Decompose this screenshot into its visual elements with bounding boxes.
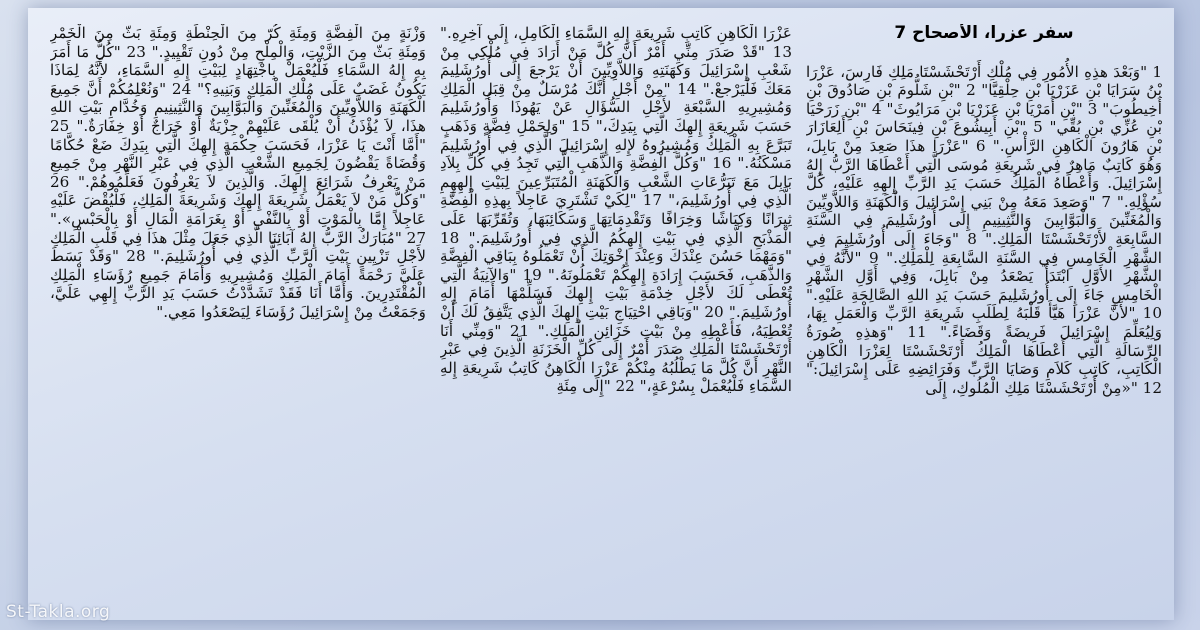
column-text-left: وَزْنَةٍ مِنَ الْفِضَّةِ وَمِئَةِ كُرّ مِنَ الْحِنْطَةِ وَمِئَةِ بَثّ مِنَ الْخَمْرِ وَمِئَةِ بَثّ مِنَ الزَّيْتِ، وَالْمِلْحِ مِنْ دُونِ تَقْيِيدٍ." 23 "كُلُّ مَا أَمَرَ بِهِ إِلهُ السَّمَاءِ فَلْيُعْمَلْ بِاجْتِهَادٍ لِبَيْتِ إِلهِ السَّمَاءِ، لأَنَّهُ لِمَاذَا يَكُونُ غَضَبٌ عَلَى مُلْكِ الْمَلِكِ وَبَنِيهِ؟" 24 "وَنُعْلِمُكُمْ أَنَّ جَمِيعَ الْكَهَنَةِ وَاللاَّوِيِّينَ وَالْمُغَنِّينَ وَالْبَوَّابِينَ وَالنَّثِينِيمِ وَخُدَّامِ بَيْتِ اللهِ هذَا، لاَ يُؤْذَنُ أَنْ يُلْقَى عَلَيْهِمْ جِزْيَةٌ أَوْ خَرَاجٌ أَوْ خِفَارَةٌ." 25 "أَمَّا أَنْتَ يَا عَزْرَا، فَحَسَبَ حِكْمَةِ إِلهِكَ الَّتِي بِيَدِكَ ضَعْ حُكَّامًا وَقُضَاةً يَقْضُونَ لِجَمِيعِ الشَّعْبِ الَّذِي فِي عَبْرِ النَّهْرِ مِنْ جَمِيعِ مَنْ يَعْرِفُ شَرَائِعَ إِلهِكَ. وَالَّذِينَ لاَ يَعْرِفُونَ فَعَلِّمُوهُمْ." 26 "وَكُلُّ مَنْ لاَ يَعْمَلُ شَرِيعَةَ إِلهِكَ وَشَرِيعَةَ الْمَلِكِ، فَلْيُقْضَ عَلَيْهِ عَاجِلاً إِمَّا بِالْمَوْتِ أَوْ بِالنَّفْيِ أَوْ بِغَرَامَةِ الْمَالِ أَوْ بِالْحَبْسِ»." 27 "مُبَارَكٌ الرَّبُّ إِلهُ آبَائِنَا الَّذِي جَعَلَ مِثْلَ هذَا فِي قَلْبِ الْمَلِكِ لأَجْلِ تَزْيِينِ بَيْتِ الرَّبِّ الَّذِي فِي أُورُشَلِيمَ." 28 "وَقَدْ بَسَطَ عَلَيَّ رَحْمَةً أَمَامَ الْمَلِكِ وَمُشِيرِيهِ وَأَمَامَ جَمِيعِ رُؤَسَاءِ الْمَلِكِ الْمُقْتَدِرِينَ. وَأَمَّا أَنَا فَقَدْ تَشَدَّدْتُ حَسَبَ يَدِ الرَّبِّ إِلهِي عَلَيَّ، وَجَمَعْتُ مِنْ إِسْرَائِيلَ رُؤَسَاءَ لِيَصْعَدُوا مَعِي."	[50, 24, 426, 321]
text-column-right	[806, 24, 1162, 610]
column-text-middle: عَزْرَا الْكَاهِنِ كَاتِبِ شَرِيعَةِ إِلهِ السَّمَاءِ الْكَامِلِ، إِلَى آخِرِهِ." 13 "قَدْ صَدَرَ مِنِّي أَمْرٌ أَنَّ كُلَّ مَنْ أَرَادَ فِي مُلْكِي مِنْ شَعْبِ إِسْرَائِيلَ وَكَهَنَتِهِ وَاللاَّوِيِّينَ أَنْ يَرْجعَ إِلَى أُورُشَلِيمَ مَعَكَ فَلْيَرْجعْ." 14 "مِنْ أَجْلِ أَنَّكَ مُرْسَلٌ مِنْ قِبَلِ الْمَلِكِ وَمُشِيرِيهِ السَّبْعَةِ لأَجْلِ السُّؤَالِ عَنْ يَهُوذَا وَأُورُشَلِيمَ حَسَبَ شَرِيعَةِ إِلهِكَ الَّتِي بِيَدِكَ،" 15 "وَلِحَمْلِ فِضَّةٍ وَذَهَبٍ تَبَرَّعَ بِهِ الْمَلِكُ وَمُشِيرُوهُ لإِلهِ إِسْرَائِيلَ الَّذِي فِي أُورُشَلِيمَ مَسْكَنُهُ." 16 "وَكُلَّ الْفِضَّةِ وَالذَّهَبِ الَّتِي تَجِدُ فِي كُلِّ بِلاَدِ بَابِلَ مَعَ تَبَرُّعَاتِ الشَّعْبِ وَالْكَهَنَةِ الْمُتَبَرِّعِينَ لِبَيْتِ إِلهِهِمِ الَّذِي فِي أُورُشَلِيمَ،" 17 "لِكَيْ تَشْتَرِيَ عَاجِلاً بِهذِهِ الْفِضَّةِ ثِيرَانًا وَكِبَاشًا وَخِرَافًا وَتَقْدِمَاتِهَا وَسَكَائِبَهَا، وَتُقَرِّبَهَا عَلَى الْمَذْبَحِ الَّذِي فِي بَيْتِ إِلهِكُمُ الَّذِي فِي أُورُشَلِيمَ." 18 "وَمَهْمَا حَسُنَ عِنْدَكَ وَعِنْدَ إِخْوَتِكَ أَنْ تَعْمَلُوهُ بِبَاقِي الْفِضَّةِ وَالذَّهَبِ، فَحَسَبَ إِرَادَةِ إِلهِكُمْ تَعْمَلُونَهُ." 19 "وَالآنِيَةُ الَّتِي تُعْطَى لَكَ لأَجْلِ خِدْمَةِ بَيْتِ إِلهِكَ فَسَلِّمْهَا أَمَامَ إِلهِ أُورُشَلِيمَ." 20 "وَبَاقِي احْتِيَاجِ بَيْتِ إِلهِكَ الَّذِي يَتَّفِقُ لَكَ أَنْ تُعْطِيَهُ، فَأَعْطِهِ مِنْ بَيْتِ خَزَائِنِ الْمَلِكِ." 21 "وَمِنِّي أَنَا أَرْتَحْشَسْتَا الْمَلِكِ صَدَرَ أَمْرٌ إِلَى كُلِّ الْخَزَنَةِ الَّذِينَ فِي عَبْرِ النَّهْرِ أَنَّ كُلَّ مَا يَطْلُبُهُ مِنْكُمْ عَزْرَا الْكَاهِنُ كَاتِبُ شَرِيعَةِ إِلهِ السَّمَاءِ فَلْيُعْمَلْ بِسُرْعَةٍ،" 22 "إِلَى مِئَةِ	[440, 24, 792, 396]
watermark: St-Takla.org	[6, 602, 111, 622]
page-title: سفر عزرا، الأصحاح 7	[894, 24, 1074, 43]
page-frame	[28, 8, 1174, 620]
column-text-right: 1 "وَبَعْدَ هذِهِ الأُمُورِ فِي مُلْكِ أَرْتَحْشَسْتَا مَلِكِ فَارِسَ، عَزْرَا بْنُ سَرَايَا بْنِ عَزَرْيَا بْنِ حِلْقِيَّا" 2 "بْنِ شَلُّومَ بْنِ صَادُوقَ بْنِ أَخِيطُوبَ" 3 "بْنِ أَمَرْيَا بْنِ عَزَرْيَا بْنِ مَرَايُوثَ" 4 "بْنِ زَرَحْيَا بْنِ عُزِّي بْنِ بُقِّي" 5 "بْنِ أَبِيشُوعَ بْنِ فِينَحَاسَ بْنِ أَلِعَازَارَ بْنِ هَارُونَ الْكَاهِنِ الرَّأْسِ." 6 "عَزْرَا هذَا صَعِدَ مِنْ بَابِلَ، وَهُوَ كَاتِبٌ مَاهِرٌ فِي شَرِيعَةِ مُوسَى الَّتِي أَعْطَاهَا الرَّبُّ إِلهُ إِسْرَائِيلَ. وَأَعْطَاهُ الْمَلِكُ حَسَبَ يَدِ الرَّبِّ إِلهِهِ عَلَيْهِ، كُلَّ سُؤْلِهِ." 7 "وَصَعِدَ مَعَهُ مِنْ بَنِي إِسْرَائِيلَ وَالْكَهَنَةِ وَاللاَّوِيِّينَ وَالْمُغَنِّينَ وَالْبَوَّابِينَ وَالنَّثِينِيمِ إِلَى أُورُشَلِيمَ فِي السَّنَةِ السَّابِعَةِ لأَرْتَحْشَسْتَا الْمَلِكِ." 8 "وَجَاءَ إِلَى أُورُشَلِيمَ فِي الشَّهْرِ الْخَامِسِ فِي السَّنَةِ السَّابِعَةِ لِلْمَلِكِ." 9 "لأَنَّهُ فِي الشَّهْرِ الأَوَّلِ ابْتَدَأَ يَصْعَدُ مِنْ بَابِلَ، وَفِي أَوَّلِ الشَّهْرِ الْخَامِسِ جَاءَ إِلَى أُورُشَلِيمَ حَسَبَ يَدِ اللهِ الصَّالِحَةِ عَلَيْهِ." 10 "لأَنَّ عَزْرَا هَيَّأَ قَلْبَهُ لِطَلَبِ شَرِيعَةِ الرَّبِّ وَالْعَمَلِ بِهَا، وَلِيُعَلِّمَ إِسْرَائِيلَ فَرِيضَةً وَقَضَاءً." 11 "وَهذِهِ صُورَةُ الرِّسَالَةِ الَّتِي أَعْطَاهَا الْمَلِكُ أَرْتَحْشَسْتَا لِعَزْرَا الْكَاهِنِ الْكَاتِبِ، كَاتِبِ كَلاَمِ وَصَايَا الرَّبِّ وَفَرَائِضِهِ عَلَى إِسْرَائِيلَ:" 12 "«مِنْ أَرْتَحْشَسْتَا مَلِكِ الْمُلُوكِ، إِلَى	[806, 62, 1162, 397]
text-column-left	[50, 24, 426, 610]
text-column-middle	[440, 24, 792, 610]
